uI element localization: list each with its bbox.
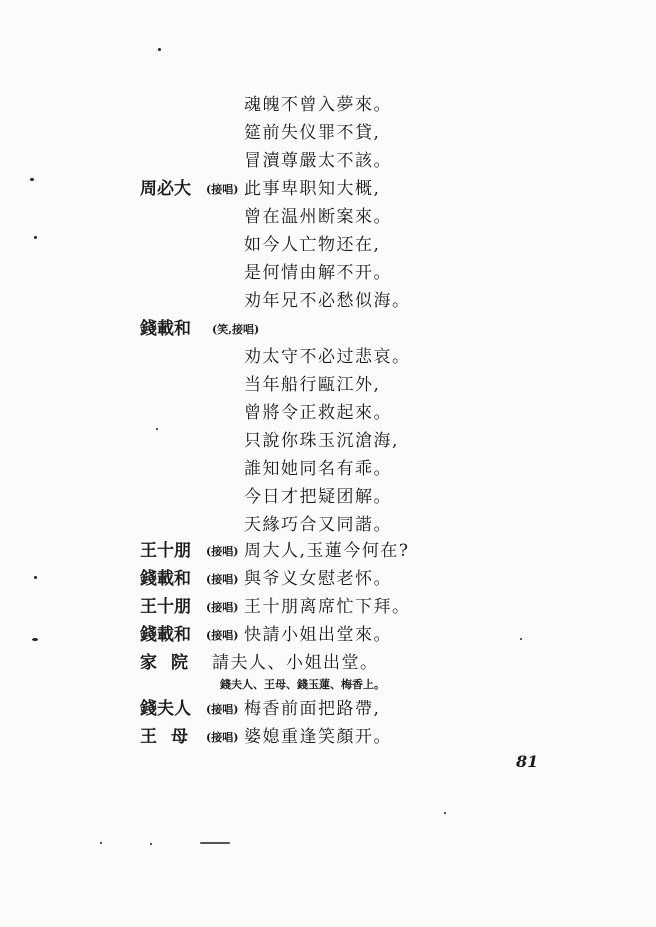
stage-direction: (接唱) bbox=[206, 183, 239, 196]
script-line bbox=[140, 316, 610, 342]
script-line bbox=[140, 148, 610, 174]
stage-direction: (笑,接唱) bbox=[212, 323, 260, 336]
script-line bbox=[140, 566, 610, 592]
speaker-name: 王十朋 bbox=[140, 597, 191, 617]
verse-text: 当年船行甌江外, bbox=[244, 375, 381, 395]
script-line bbox=[140, 372, 610, 398]
speaker-name: 家院 bbox=[140, 653, 202, 673]
verse-text: 今日才把疑团解。 bbox=[244, 487, 392, 507]
page-number: 81 bbox=[516, 752, 539, 771]
print-speck bbox=[520, 638, 522, 640]
verse-text: 筵前失仪罪不貸, bbox=[244, 123, 381, 143]
script-line bbox=[140, 428, 610, 454]
speaker-name: 錢夫人 bbox=[140, 699, 191, 719]
script-line bbox=[140, 538, 610, 564]
script-line bbox=[140, 622, 610, 648]
speaker-name: 錢載和 bbox=[140, 625, 191, 645]
script-line bbox=[140, 344, 610, 370]
script-line bbox=[140, 176, 610, 202]
script-line bbox=[140, 724, 610, 750]
stage-direction: (接唱) bbox=[206, 545, 239, 558]
print-speck bbox=[34, 576, 37, 579]
verse-text: 冒瀆尊嚴太不該。 bbox=[244, 151, 392, 171]
print-speck bbox=[158, 48, 161, 51]
stage-direction: (接唱) bbox=[206, 731, 239, 744]
script-line bbox=[140, 512, 610, 538]
verse-text: 劝年兄不必愁似海。 bbox=[244, 291, 411, 311]
script-line bbox=[140, 288, 610, 314]
script-line bbox=[140, 120, 610, 146]
verse-text: 與爷义女慰老怀。 bbox=[244, 569, 392, 589]
script-line bbox=[140, 650, 610, 676]
verse-text: 劝太守不必过悲哀。 bbox=[244, 347, 411, 367]
print-speck bbox=[156, 428, 158, 430]
verse-text: 誰知她同名有乖。 bbox=[244, 459, 392, 479]
verse-text: 曾將令正救起來。 bbox=[244, 403, 392, 423]
script-line bbox=[140, 92, 610, 118]
verse-text: 周大人,玉蓮今何在? bbox=[244, 541, 410, 561]
script-line bbox=[140, 204, 610, 230]
verse-text: 是何情由解不开。 bbox=[244, 263, 392, 283]
print-speck bbox=[150, 843, 152, 845]
verse-text: 魂魄不曾入夢來。 bbox=[244, 95, 392, 115]
verse-text: 如今人亡物还在, bbox=[244, 235, 381, 255]
stage-direction: (接唱) bbox=[206, 703, 239, 716]
verse-text: 梅香前面把路帶, bbox=[244, 699, 381, 719]
script-line bbox=[140, 456, 610, 482]
verse-text: 曾在温州断案來。 bbox=[244, 207, 392, 227]
script-line bbox=[140, 232, 610, 258]
speaker-name: 王母 bbox=[140, 727, 202, 747]
script-line bbox=[140, 400, 610, 426]
speaker-name: 王十朋 bbox=[140, 541, 191, 561]
print-speck bbox=[34, 236, 37, 239]
verse-text: 婆媳重逢笑顏开。 bbox=[244, 727, 392, 747]
speaker-name: 錢載和 bbox=[140, 319, 191, 339]
print-speck bbox=[444, 812, 446, 814]
verse-text: 只說你珠玉沉滄海, bbox=[244, 431, 399, 451]
verse-text: 請夫人、小姐出堂。 bbox=[212, 653, 379, 673]
verse-text: 天緣巧合又同諧。 bbox=[244, 515, 392, 535]
verse-text: 王十朋离席忙下拜。 bbox=[244, 597, 411, 617]
print-speck bbox=[200, 842, 230, 844]
verse-text: 快請小姐出堂來。 bbox=[244, 625, 392, 645]
print-speck bbox=[32, 638, 38, 641]
speaker-name: 錢載和 bbox=[140, 569, 191, 589]
stage-direction: (接唱) bbox=[206, 601, 239, 614]
script-line bbox=[140, 484, 610, 510]
verse-text: 此事卑职知大概, bbox=[244, 179, 381, 199]
script-line bbox=[140, 594, 610, 620]
speaker-name: 周必大 bbox=[140, 179, 191, 199]
stage-direction: (接唱) bbox=[206, 573, 239, 586]
stage-direction: (接唱) bbox=[206, 629, 239, 642]
script-line bbox=[140, 696, 610, 722]
print-speck bbox=[100, 842, 102, 844]
script-line bbox=[140, 260, 610, 286]
stage-note: 錢夫人、王母、錢玉蓮、梅香上。 bbox=[220, 678, 385, 691]
print-speck bbox=[30, 178, 34, 181]
